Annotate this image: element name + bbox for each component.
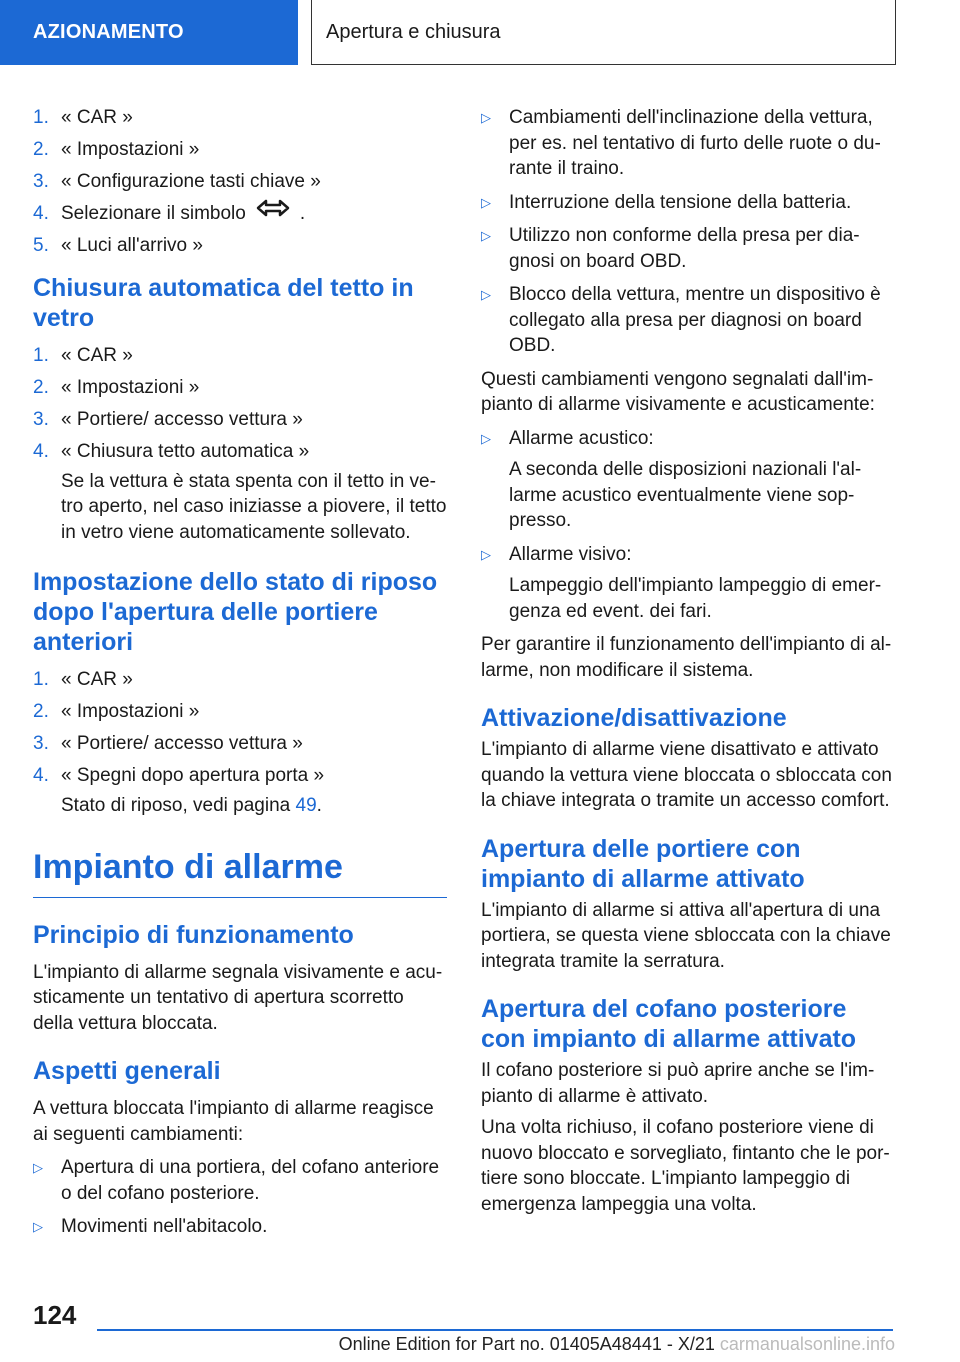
triangle-bullet-icon: ▷	[481, 287, 491, 302]
paragraph-activation: L'impianto di allarme viene disattivato e attivato quando la vettura viene bloccata o sbloccata con la chiave integrata o tramite un accesso comfort.	[481, 739, 892, 811]
heading-rest-state: Impostazione dello stato di riposo dopo l'apertura delle portiere anteriori	[33, 568, 438, 656]
footer-edition	[240, 1334, 895, 1355]
steps-list-lights	[33, 105, 447, 259]
triangle-bullet-icon: ▷	[481, 110, 491, 125]
heading-roof-closing: Chiusura automatica del tetto in vetro	[33, 273, 414, 332]
step-text: « Configurazione tasti chiave »	[61, 171, 321, 192]
heading-alarm-system: Impianto di allarme	[33, 847, 447, 898]
step-number: 4.	[33, 765, 49, 786]
step-item	[33, 201, 447, 227]
triangle-bullet-icon: ▷	[481, 194, 491, 210]
page-number: 124	[33, 1300, 77, 1330]
list-item	[481, 223, 895, 274]
step-text: « Impostazioni »	[61, 701, 200, 722]
step-item	[33, 233, 447, 259]
step-number: 1.	[33, 669, 49, 690]
list-item	[33, 1214, 447, 1240]
step-text: « Spegni dopo apertura porta »	[61, 765, 325, 786]
watermark-text: carmanualsonline.info	[719, 1334, 895, 1354]
list-item	[481, 426, 895, 534]
step-item	[33, 137, 447, 163]
page-link[interactable]: 49	[295, 795, 317, 816]
step-item	[33, 343, 447, 369]
step-item	[33, 667, 447, 693]
alarm-acoustic-text: A seconda delle disposizioni nazionali l'al-larme acustico eventualmente viene sop-presso.	[509, 459, 862, 531]
alarm-visual-text: Lampeggio dell'impianto lampeggio di emer-genza ed event. dei fari.	[509, 575, 882, 622]
step-number: 1.	[33, 107, 49, 128]
section-tab	[0, 0, 298, 65]
heading-principle: Principio di funzionamento	[33, 920, 354, 949]
paragraph-trunk-2: Una volta richiuso, il cofano posteriore viene di nuovo bloccato e sorvegliato, fintanto che le por-tiere sono bloccate. L'impianto lampeggio di emergenza lampeggia una volta.	[481, 1117, 890, 1215]
step-note	[33, 793, 447, 819]
list-item	[481, 105, 895, 182]
step-number: 2.	[33, 701, 49, 722]
triangle-bullet-icon: ▷	[481, 228, 491, 243]
step-text: « Chiusura tetto automatica »	[61, 440, 310, 462]
list-item-text: Utilizzo non conforme della presa per dia-gnosi on board OBD.	[509, 225, 860, 272]
step-text: « CAR »	[61, 107, 133, 128]
paragraph-doors: L'impianto di allarme si attiva all'apertura di una portiera, se questa viene sbloccata con la chiave integrata tramite la serratura.	[481, 899, 891, 972]
alarm-acoustic-label: Allarme acustico:	[509, 427, 654, 449]
heading-doors: Apertura delle portiere con impianto di allarme attivato	[481, 834, 805, 893]
alarm-visual-label: Allarme visivo:	[509, 543, 632, 565]
step-number: 5.	[33, 235, 49, 256]
step-item	[33, 439, 447, 465]
step-item	[33, 105, 447, 131]
heading-trunk: Apertura del cofano posteriore con impianto di allarme attivato	[481, 995, 857, 1053]
note-suffix: .	[316, 795, 322, 816]
list-item	[481, 190, 895, 216]
step-item	[33, 731, 447, 757]
step-item	[33, 699, 447, 725]
footer-divider	[97, 1329, 893, 1331]
step-number: 3.	[33, 733, 49, 754]
right-column	[481, 105, 895, 1223]
step-text: « Impostazioni »	[61, 139, 200, 160]
list-item	[481, 542, 895, 625]
step-number: 4.	[33, 440, 49, 462]
chapter-title: Apertura e chiusura	[326, 20, 501, 43]
list-item-text: Interruzione della tensione della batteria.	[509, 191, 852, 213]
triangle-bullet-icon: ▷	[481, 430, 491, 446]
step-number: 1.	[33, 344, 49, 366]
step-item	[33, 407, 447, 433]
list-item	[481, 282, 895, 359]
triangle-bullet-icon: ▷	[481, 546, 491, 562]
step-item	[33, 169, 447, 195]
left-column	[33, 105, 447, 1248]
step-text: « Luci all'arrivo »	[61, 235, 203, 256]
steps-list-rest	[33, 667, 447, 789]
step-text: « Impostazioni »	[61, 376, 200, 398]
step-number: 4.	[33, 203, 49, 224]
triangle-bullet-icon: ▷	[33, 1219, 43, 1234]
paragraph-general: A vettura bloccata l'impianto di allarme reagisce ai seguenti cambiamenti:	[33, 1098, 434, 1145]
step-number: 3.	[33, 408, 49, 430]
paragraph-guarantee: Per garantire il funzionamento dell'impianto di al-larme, non modificare il sistema.	[481, 634, 892, 681]
list-item-text: Blocco della vettura, mentre un dispositivo è collegato alla presa per diagnosi on board OBD.	[509, 284, 881, 356]
note-text: Stato di riposo, vedi pagina	[61, 795, 296, 816]
paragraph-signal: Questi cambiamenti vengono segnalati dall'im-pianto di allarme visivamente e acusticamente:	[481, 368, 875, 415]
edition-text: Online Edition for Part no. 01405A48441 - X/21	[338, 1334, 715, 1354]
step-suffix: .	[299, 203, 306, 224]
chapter-header	[311, 0, 896, 65]
heading-activation: Attivazione/disattivazione	[481, 704, 787, 732]
step-number: 2.	[33, 139, 49, 160]
list-item	[33, 1155, 447, 1206]
step-note: Se la vettura è stata spenta con il tetto in ve-tro aperto, nel caso iniziasse a piovere, il tetto in vetro viene automaticamente sollevato.	[61, 470, 447, 543]
triangle-bullet-icon: ▷	[33, 1160, 43, 1175]
step-text: « CAR »	[61, 669, 133, 690]
list-item-text: Cambiamenti dell'inclinazione della vettura, per es. nel tentativo di furto delle ruote o du-rante il traino.	[509, 107, 881, 179]
chevron-light-icon	[256, 198, 290, 226]
step-item	[33, 763, 447, 789]
step-text: « Portiere/ accesso vettura »	[61, 733, 303, 754]
step-text: « CAR »	[61, 344, 133, 366]
paragraph-principle: L'impianto di allarme segnala visivamente e acu-sticamente un tentativo di apertura scorretto della vettura bloccata.	[33, 961, 443, 1034]
step-number: 3.	[33, 171, 49, 192]
paragraph-trunk-1: Il cofano posteriore si può aprire anche se l'im-pianto di allarme è attivato.	[481, 1060, 875, 1107]
list-item-text: Apertura di una portiera, del cofano anteriore o del cofano posteriore.	[61, 1157, 440, 1204]
heading-general: Aspetti generali	[33, 1057, 221, 1085]
steps-list-roof	[33, 343, 447, 465]
section-title: AZIONAMENTO	[33, 21, 184, 43]
list-item-text: Movimenti nell'abitacolo.	[61, 1216, 268, 1237]
step-text: « Portiere/ accesso vettura »	[61, 408, 303, 430]
step-text: Selezionare il simbolo	[61, 203, 246, 224]
step-item	[33, 375, 447, 401]
step-number: 2.	[33, 376, 49, 398]
